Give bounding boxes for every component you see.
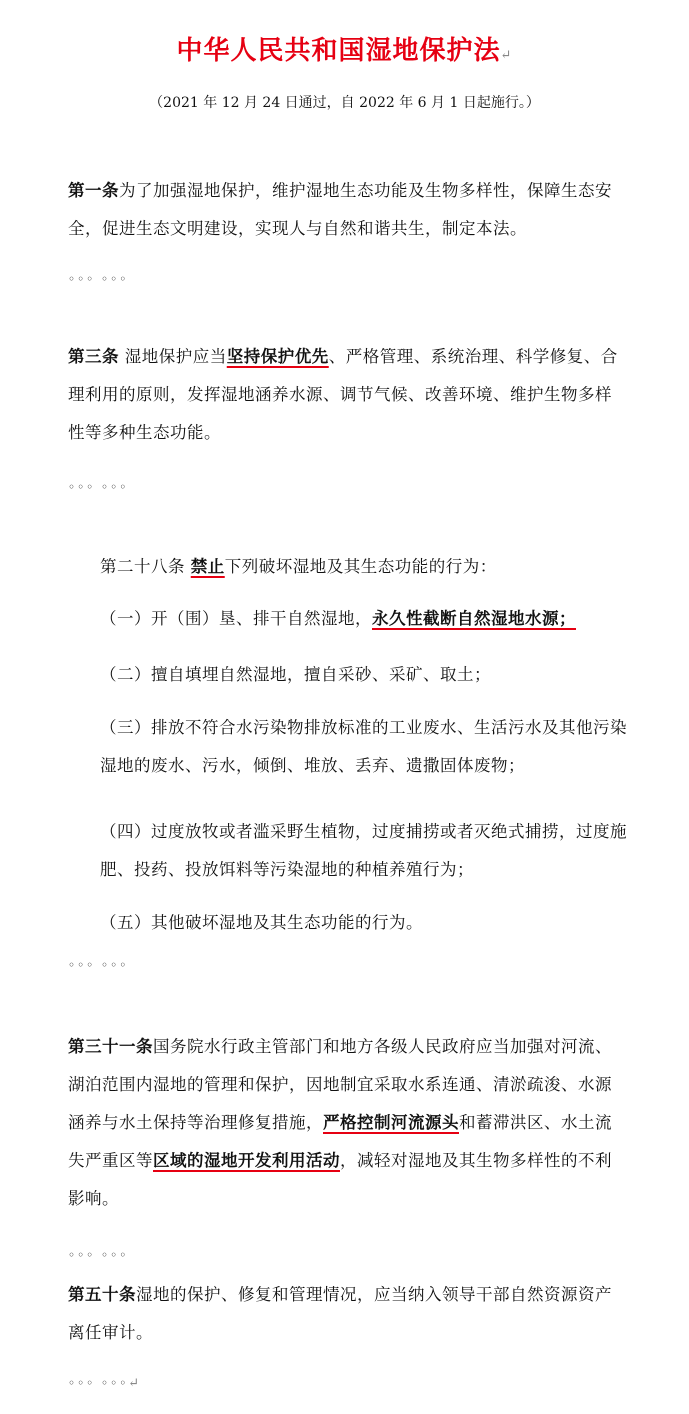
article-1 xyxy=(68,172,628,248)
item-1-pre: （一）开（围）垦、排干自然湿地， xyxy=(100,609,372,628)
ellipsis-5-text: ◦◦◦ ◦◦◦ xyxy=(68,1376,129,1390)
article-28-post: 下列破坏湿地及其生态功能的行为： xyxy=(224,557,497,576)
article-31-post: ，减轻对湿地及其生物多样性的不利影响。 xyxy=(68,1151,612,1208)
law-title-text: 中华人民共和国湿地保护法 xyxy=(176,36,501,66)
paragraph-mark-end-icon: ↵ xyxy=(128,1376,142,1391)
item-3-text: （三）排放不符合水污染物排放标准的工业废水、生活污水及其他污染湿地的废水、污水，倾倒、堆放、丢弃、遗撒固体废物； xyxy=(100,718,627,775)
article-28-item-3 xyxy=(68,709,628,785)
article-50-text: 湿地的保护、修复和管理情况，应当纳入领导干部自然资源资产离任审计。 xyxy=(68,1285,612,1342)
article-31-highlight-1: 严格控制河流源头 xyxy=(323,1113,459,1132)
ellipsis-5 xyxy=(68,1376,141,1391)
enactment-date: （2021 年 12 月 24 日通过，自 2022 年 6 月 1 日起施行。） xyxy=(149,95,540,111)
article-28-item-1 xyxy=(100,600,628,638)
ellipsis-2: ◦◦◦ ◦◦◦ xyxy=(68,480,129,494)
law-title xyxy=(0,30,689,67)
article-28-label: 第二十八条 xyxy=(100,557,185,576)
article-31-label: 第三十一条 xyxy=(68,1037,153,1056)
paragraph-mark-icon: ↵ xyxy=(500,48,513,63)
ellipsis-3: ◦◦◦ ◦◦◦ xyxy=(68,958,129,972)
article-28-highlight: 禁止 xyxy=(190,557,225,576)
article-50 xyxy=(68,1276,628,1352)
article-31 xyxy=(68,1028,628,1218)
article-3-pre: 湿地保护应当 xyxy=(119,347,227,366)
article-3-post: 、严格管理、系统治理、科学修复、合理利用的原则，发挥湿地涵养水源、调节气候、改善环境、维护生物多样性等多种生态功能。 xyxy=(68,347,618,442)
article-28 xyxy=(100,548,628,586)
item-4-text: （四）过度放牧或者滥采野生植物，过度捕捞或者灭绝式捕捞，过度施肥、投药、投放饵料等污染湿地的种植养殖行为； xyxy=(100,822,627,879)
article-31-pre: 国务院水行政主管部门和地方各级人民政府应当加强对河流、湖泊范围内湿地的管理和保护，因地制宜采取水系连通、清淤疏浚、水源涵养与水土保持等治理修复措施， xyxy=(68,1037,612,1132)
article-28-item-5: （五）其他破坏湿地及其生态功能的行为。 xyxy=(100,913,423,932)
article-31-highlight-2: 区域的湿地开发利用活动 xyxy=(153,1151,340,1170)
article-3-highlight: 坚持保护优先 xyxy=(226,347,329,366)
article-1-text: 为了加强湿地保护，维护湿地生态功能及生物多样性，保障生态安全，促进生态文明建设，实现人与自然和谐共生，制定本法。 xyxy=(68,181,612,238)
article-28-item-2: （二）擅自填埋自然湿地，擅自采砂、采矿、取土； xyxy=(100,665,491,684)
article-3 xyxy=(68,338,628,452)
ellipsis-4: ◦◦◦ ◦◦◦ xyxy=(68,1248,129,1262)
article-28-item-4 xyxy=(68,813,628,889)
article-31-mid: 和蓄滞洪区、水土流失严重区等 xyxy=(68,1113,612,1170)
ellipsis-1: ◦◦◦ ◦◦◦ xyxy=(68,272,129,286)
article-3-label: 第三条 xyxy=(68,347,119,366)
item-1-highlight: 永久性截断自然湿地水源； xyxy=(372,609,576,628)
article-1-label: 第一条 xyxy=(68,181,119,200)
article-50-label: 第五十条 xyxy=(68,1285,136,1304)
